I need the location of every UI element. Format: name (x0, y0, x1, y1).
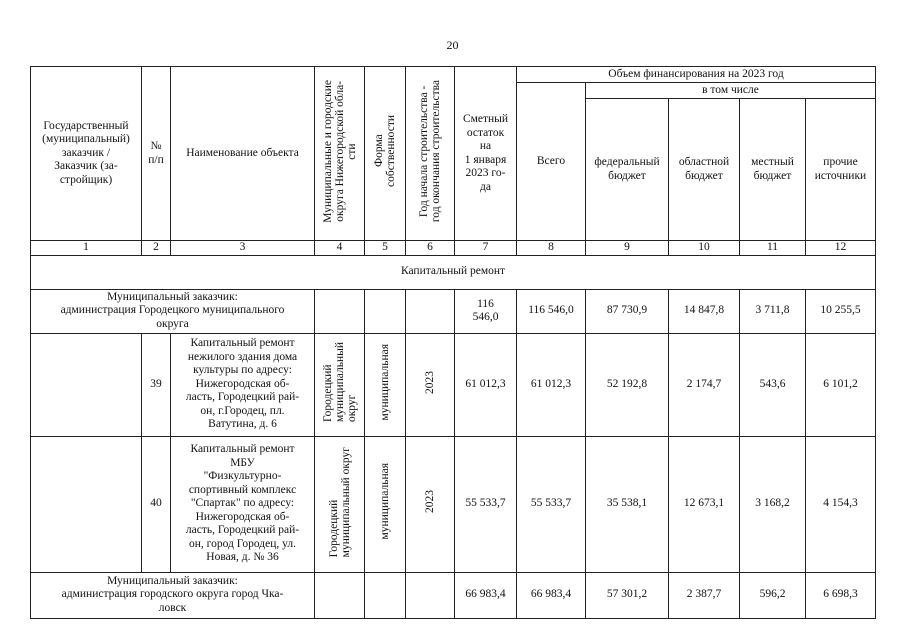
section-row (31, 255, 876, 289)
column-number: 1 (31, 241, 142, 256)
customer-other: 10 255,5 (806, 289, 876, 333)
object-district: Городецкий муниципальный округ (321, 342, 358, 423)
column-number: 3 (171, 241, 315, 256)
column-number: 9 (586, 241, 669, 256)
header-financing-group: Объем финансирования на 2023 год (517, 67, 876, 83)
customer-federal: 87 730,9 (586, 289, 669, 333)
object-name: Капитальный ремонт нежилого здания дома культуры по адресу: Нижегородская об- ласть, Городецкий рай- он, г.Городец, пл. Ватутина, д. 6 (171, 333, 315, 436)
column-number: 2 (142, 241, 171, 256)
object-local: 3 168,2 (740, 436, 806, 572)
header-ownership-cell (365, 67, 406, 241)
object-years: 2023 (424, 490, 436, 514)
object-total: 61 012,3 (517, 333, 586, 436)
column-number: 12 (806, 241, 876, 256)
object-name: Капитальный ремонт МБУ "Физкультурно- спортивный комплекс "Спартак" по адресу: Нижегородская об- ласть, Городецкий рай- он, город Городец, ул. Новая, д. № 36 (171, 436, 315, 572)
customer-federal: 57 301,2 (586, 572, 669, 618)
header-regional: областной бюджет (669, 99, 740, 241)
header-years-cell (406, 67, 455, 241)
header-number: № п/п (142, 67, 171, 241)
object-number: 39 (142, 333, 171, 436)
column-number-row (31, 241, 876, 256)
object-years-cell (406, 333, 455, 436)
header-remaining: Сметный остаток на 1 января 2023 го- да (455, 67, 517, 241)
object-total: 55 533,7 (517, 436, 586, 572)
header-district-cell (315, 67, 365, 241)
customer-row (31, 572, 876, 618)
object-other: 4 154,3 (806, 436, 876, 572)
column-number: 5 (365, 241, 406, 256)
header-total: Всего (517, 83, 586, 241)
object-ownership-cell (365, 333, 406, 436)
header-row-1 (31, 67, 876, 83)
header-other: прочие источники (806, 99, 876, 241)
page-number: 20 (446, 38, 459, 52)
object-district: Городецкий муниципальный округ (327, 446, 352, 557)
object-regional: 2 174,7 (669, 333, 740, 436)
column-number: 6 (406, 241, 455, 256)
header-customer: Государственный (муниципальный) заказчик / Заказчик (за- стройщик) (31, 67, 142, 241)
customer-regional: 2 387,7 (669, 572, 740, 618)
customer-label: Муниципальный заказчик: администрация городского округа город Чка- ловск (31, 572, 315, 618)
customer-total: 116 546,0 (517, 289, 586, 333)
object-regional: 12 673,1 (669, 436, 740, 572)
column-number: 8 (517, 241, 586, 256)
object-years: 2023 (424, 370, 436, 394)
object-years-cell (406, 436, 455, 572)
customer-remaining: 116 546,0 (455, 289, 517, 333)
column-number: 11 (740, 241, 806, 256)
empty-cell (406, 572, 455, 618)
object-row (31, 436, 876, 572)
customer-remaining: 66 983,4 (455, 572, 517, 618)
object-local: 543,6 (740, 333, 806, 436)
customer-regional: 14 847,8 (669, 289, 740, 333)
object-district-cell (315, 333, 365, 436)
object-remaining: 55 533,7 (455, 436, 517, 572)
column-number: 4 (315, 241, 365, 256)
header-district: Муниципальные и городские округа Нижегородской обла- сти (321, 79, 358, 223)
object-federal: 35 538,1 (586, 436, 669, 572)
column-number: 10 (669, 241, 740, 256)
object-district-cell (315, 436, 365, 572)
object-number: 40 (142, 436, 171, 572)
empty-cell (315, 289, 365, 333)
header-including: в том числе (586, 83, 876, 99)
object-federal: 52 192,8 (586, 333, 669, 436)
customer-local: 596,2 (740, 572, 806, 618)
customer-label: Муниципальный заказчик: администрация Городецкого муниципального округа (31, 289, 315, 333)
object-row (31, 333, 876, 436)
section-title: Капитальный ремонт (31, 255, 876, 289)
header-local: местный бюджет (740, 99, 806, 241)
empty-cell (365, 289, 406, 333)
customer-local: 3 711,8 (740, 289, 806, 333)
empty-cell (406, 289, 455, 333)
customer-row (31, 289, 876, 333)
customer-total: 66 983,4 (517, 572, 586, 618)
header-ownership: Форма собственности (373, 115, 397, 188)
empty-cell (31, 333, 142, 436)
empty-cell (315, 572, 365, 618)
financing-table (30, 66, 876, 619)
header-object-name: Наименование объекта (171, 67, 315, 241)
customer-other: 6 698,3 (806, 572, 876, 618)
empty-cell (31, 436, 142, 572)
object-ownership: муниципальная (379, 343, 391, 421)
object-ownership: муниципальная (379, 463, 391, 541)
column-number: 7 (455, 241, 517, 256)
object-other: 6 101,2 (806, 333, 876, 436)
header-years: Год начала строительства - год окончания строительства (418, 80, 442, 223)
object-ownership-cell (365, 436, 406, 572)
object-remaining: 61 012,3 (455, 333, 517, 436)
empty-cell (365, 572, 406, 618)
header-federal: федеральный бюджет (586, 99, 669, 241)
